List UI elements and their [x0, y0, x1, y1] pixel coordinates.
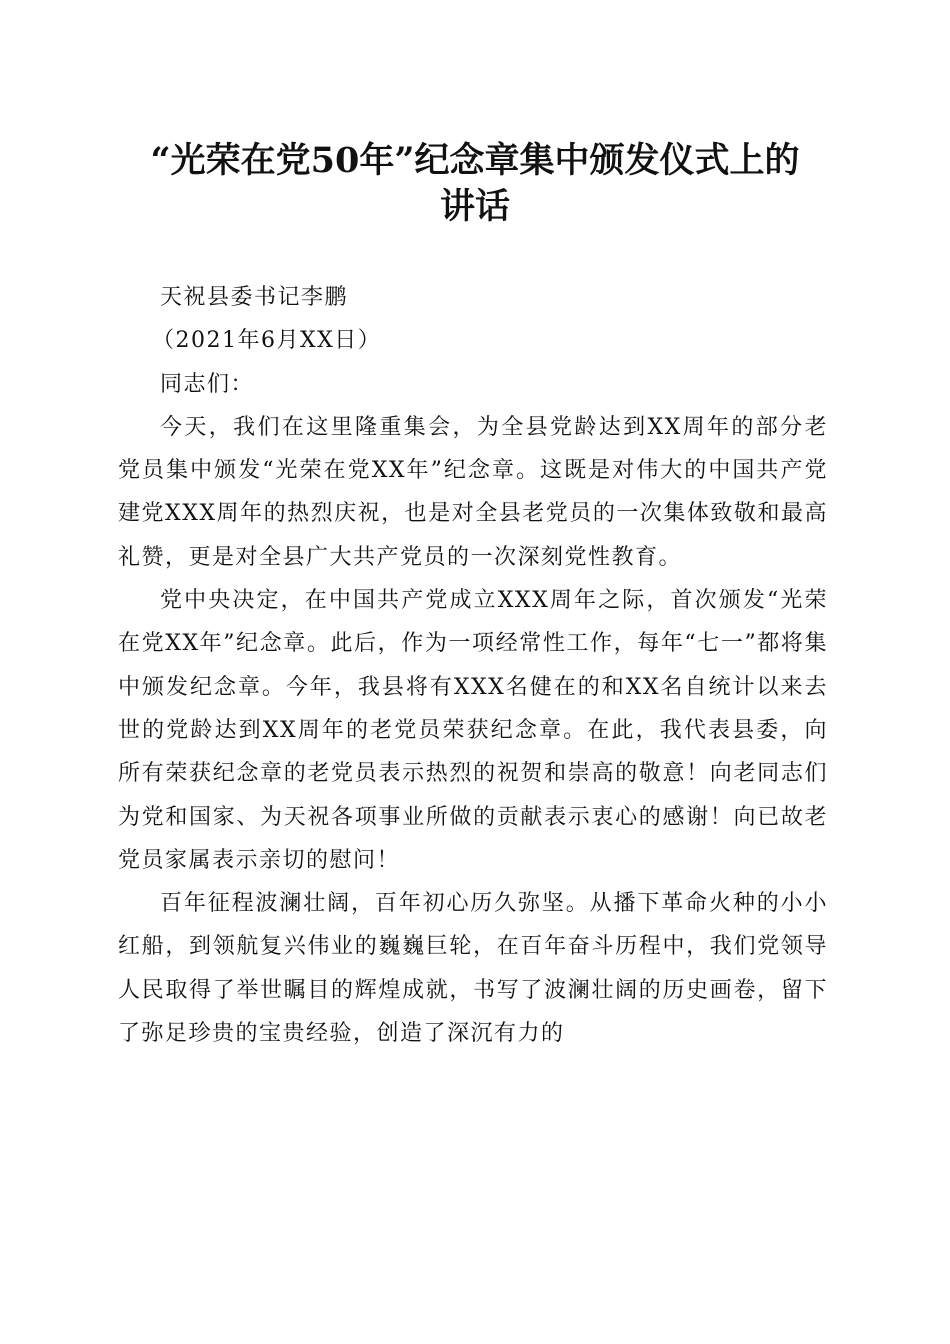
date-line: （2021年6月XX日） — [152, 328, 382, 354]
title-line-2: 讲话 — [439, 186, 510, 227]
document-body — [118, 276, 828, 1055]
paragraph: 百年征程波澜壮阔，百年初心历久弥坚。从播下革命火种的小小红船，到领航复兴伟业的巍巍巨轮，在百年奋斗历程中，我们党领导人民取得了举世瞩目的辉煌成就，书写了波澜壮阔的历史画卷，留下了弥足珍贵的宝贵经验，创造了深沉有力的 — [118, 891, 828, 1047]
title-line-1: “光荣在党50年”纪念章集中颁发仪式上的 — [150, 140, 800, 181]
document-title — [110, 138, 840, 230]
paragraph: 党中央决定，在中国共产党成立XXX周年之际，首次颁发“光荣在党XX年”纪念章。此后，作为一项经常性工作，每年“七一”都将集中颁发纪念章。今年，我县将有XXX名健在的和XX名自统计以来去世的党龄达到XX周年的老党员荣获纪念章。在此，我代表县委，向所有荣获纪念章的老党员表示热烈的祝贺和崇高的敬意！向老同志们为党和国家、为天祝各项事业所做的贡献表示衷心的感谢！向已故老党员家属表示亲切的慰问！ — [118, 588, 828, 873]
salutation: 同志们： — [160, 371, 255, 397]
author-line: 天祝县委书记李鹏 — [160, 285, 349, 310]
paragraph: 今天，我们在这里隆重集会，为全县党龄达到XX周年的部分老党员集中颁发“光荣在党XX年”纪念章。这既是对伟大的中国共产党建党XXX周年的热烈庆祝，也是对全县老党员的一次集体致敬和最高礼赞，更是对全县广大共产党员的一次深刻党性教育。 — [118, 414, 828, 570]
